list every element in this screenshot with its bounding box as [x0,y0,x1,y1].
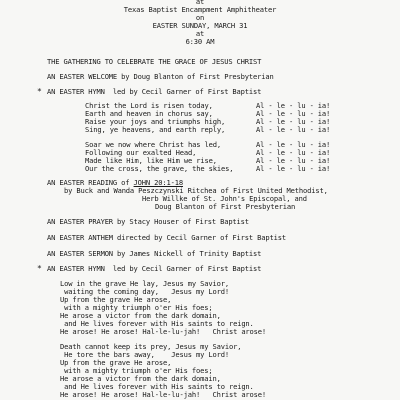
reading-readers: by Buck and Wanda Peszczynski Ritchea of First United Methodist, [64,186,328,195]
refrain: Al - le - lu - ia! [256,156,331,165]
refrain: Al - le - lu - ia! [256,101,331,110]
reading-readers: Doug Blanton of First Presbyterian [155,202,296,211]
lyric-line: Death cannot keep its prey, Jesus my Savior, [60,342,242,351]
gathering-heading: THE GATHERING TO CELEBRATE THE GRACE OF JESUS CHRIST [47,57,262,66]
lyric-line: waiting the coming day, Jesus my Lord! [60,287,229,296]
sermon-line: AN EASTER SERMON by James Nickell of Trinity Baptist [47,249,262,258]
service-time: 6:30 AM [185,37,215,46]
lyric-line: and He lives forever with His saints to reign. [60,319,254,328]
lyric-line: Soar we now where Christ has led, [85,140,221,149]
star-mark: * [37,87,42,96]
hymn2-line: AN EASTER HYMN led by Cecil Garner of First Baptist [47,264,262,273]
lyric-line: He arose! He arose! Hal-le-lu-jah! Christ arose! [60,390,267,399]
lyric-line: He arose a victor from the dark domain, [60,374,221,383]
star-mark: * [37,264,42,273]
venue: Texas Baptist Encampment Amphitheater [123,5,277,14]
refrain: Al - le - lu - ia! [256,140,331,149]
anthem-line: AN EASTER ANTHEM directed by Cecil Garner of First Baptist [47,233,287,242]
lyric-line: and He lives forever with His saints to reign. [60,382,254,391]
lyric-line: Up from the grave He arose, [60,358,172,367]
refrain: Al - le - lu - ia! [256,164,331,173]
hymn1-line: AN EASTER HYMN led by Cecil Garner of First Baptist [47,87,262,96]
lyric-line: Up from the grave He arose, [60,295,172,304]
lyric-line: Low in the grave He lay, Jesus my Savior, [60,279,229,288]
lyric-line: He arose a victor from the dark domain, [60,311,221,320]
lyric-line: Earth and heaven in chorus say, [85,109,213,118]
refrain: Al - le - lu - ia! [256,148,331,157]
lyric-line: Christ the Lord is risen today, [85,101,213,110]
header-at: at [195,0,205,6]
refrain: Al - le - lu - ia! [256,109,331,118]
scripture-reference: JOHN 20:1-18 [133,178,183,187]
lyric-line: He tore the bars away, Jesus my Lord! [60,350,229,359]
service-date: EASTER SUNDAY, MARCH 31 [152,21,248,30]
refrain: Al - le - lu - ia! [256,117,331,126]
lyric-line: with a mighty triumph o'er His foes; [60,303,213,312]
lyric-line: with a mighty triumph o'er His foes; [60,366,213,375]
header-at-2: at [195,29,205,38]
lyric-line: Sing, ye heavens, and earth reply, [85,125,226,134]
lyric-line: Raise your joys and triumphs high, [85,117,226,126]
lyric-line: Following our exalted Head, [85,148,197,157]
welcome-line: AN EASTER WELCOME by Doug Blanton of First Presbyterian [47,72,274,81]
lyric-line: He arose! He arose! Hal-le-lu-jah! Christ arose! [60,327,267,336]
lyric-line: Our the cross, the grave, the skies, [85,164,234,173]
reading-prefix: AN EASTER READING of [47,178,134,187]
prayer-line: AN EASTER PRAYER by Stacy Houser of First Baptist [47,217,249,226]
reading-readers: Herb Willke of St. John's Episcopal, and [142,194,307,203]
refrain: Al - le - lu - ia! [256,125,331,134]
lyric-line: Made like Him, like Him we rise, [85,156,217,165]
header-on: on [195,13,205,22]
